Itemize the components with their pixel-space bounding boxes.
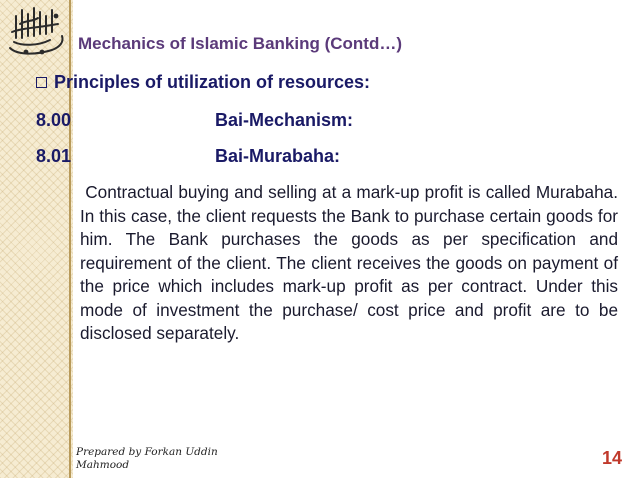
footer-line-2: Mahmood (76, 459, 130, 471)
paragraph-text: Contractual buying and selling at a mark-up profit is called Murabaha. In this case, the client requests the Bank to purchase certain goods for him. The Bank purchases the goods as per specification and requirement of the client. The client receives the goods on payment of the price which includes mark-up profit as per contract. Under this mode of investment the purchase/ cost price and profit are to be disclosed separately. (80, 182, 619, 343)
page-number: 14 (601, 448, 622, 468)
slide-title: Mechanics of Islamic Banking (Contd…) (78, 34, 402, 53)
square-bullet-icon (36, 77, 47, 88)
section-heading-row (36, 72, 370, 93)
item-label-8-01 (215, 146, 340, 167)
footer-credit (76, 446, 218, 472)
item-label: Bai-Mechanism: (215, 110, 354, 130)
item-row-8-00 (36, 110, 71, 131)
item-label: Bai-Murabaha: (215, 146, 341, 166)
footer-line-1: Prepared by Forkan Uddin (76, 446, 218, 458)
calligraphy-logo-icon (2, 2, 68, 58)
item-row-8-01 (36, 146, 71, 167)
item-number: 8.00 (36, 110, 72, 130)
murabaha-paragraph (80, 181, 618, 346)
item-label-8-00 (215, 110, 353, 131)
item-number: 8.01 (36, 146, 72, 166)
section-heading: Principles of utilization of resources: (54, 72, 371, 92)
